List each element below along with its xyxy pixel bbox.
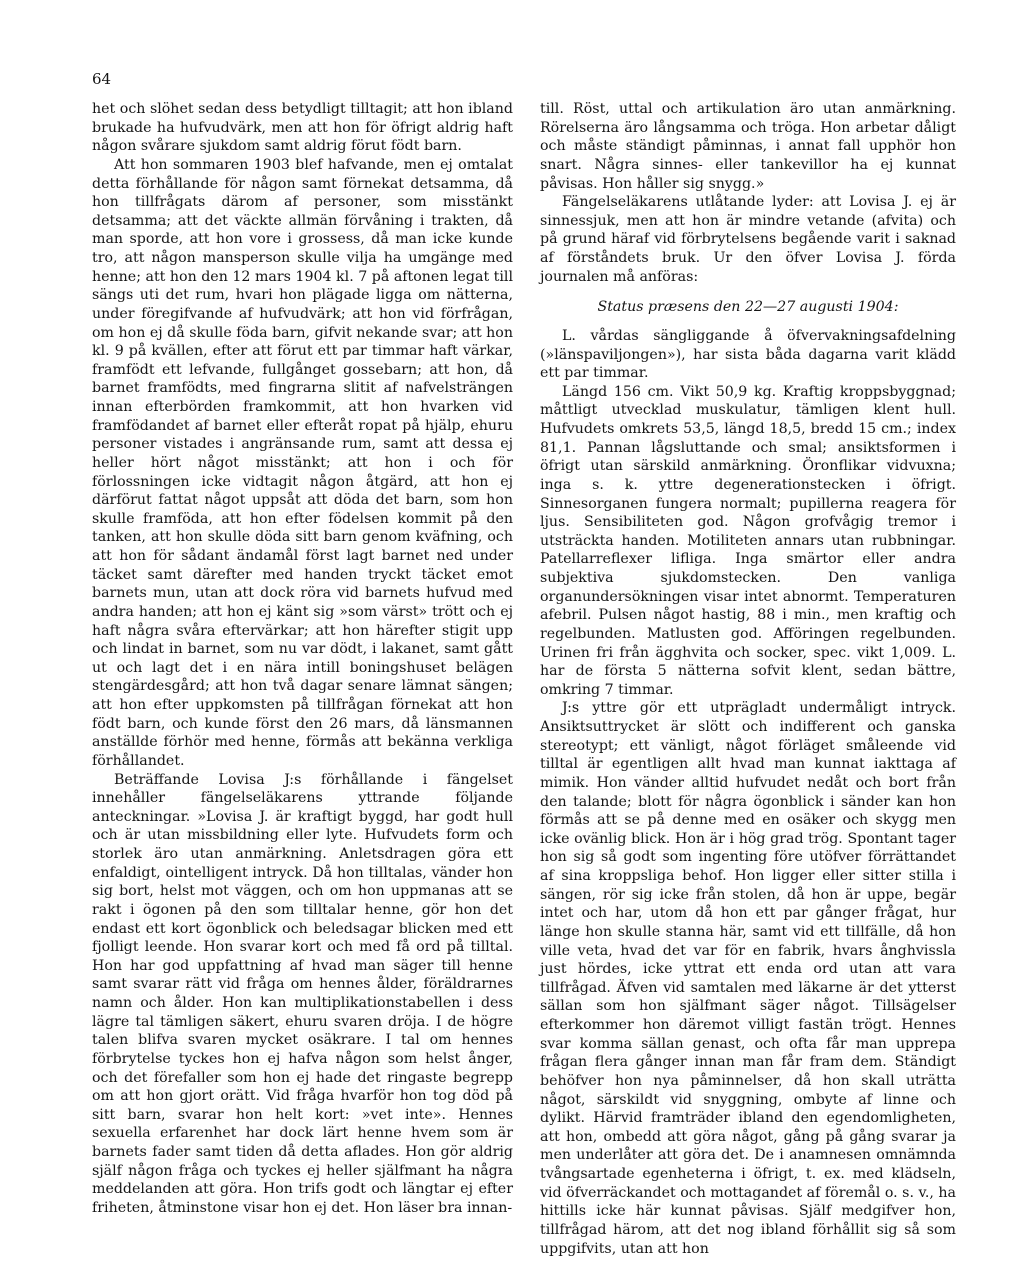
paragraph: Längd 156 cm. Vikt 50,9 kg. Kraftig kroppsbyggnad; måttligt utvecklad muskulatur, tämligen klent hull. Hufvudets omkrets 53,5, längd 18,5, bredd 15 cm.; index 81,1. Pannan lågsluttande och smal; ansiktsformen i öfrigt utan särskild anmärkning. Öronflikar vidvuxna; inga s. k. yttre degenerationstecken i öfrigt. Sinnesorganen fungera normalt; pupillerna reagera för ljus. Sensibiliteten god. Någon grofvågig tremor i utsträckta handen. Motiliteten annars utan rubbningar. Patellarreflexer lifliga. Inga smärtor eller andra subjektiva sjukdomstecken. Den vanliga organundersökningen visar intet abnormt. Temperaturen afebril. Pulsen något hastig, 88 i min., men kraftig och regelbunden. Matlusten god. Afföringen regelbunden. Urinen fri från ägghvita och socker, spec. vikt 1,009. L. har de första 5 nätterna sofvit klent, sedan bättre, omkring 7 timmar.: [540, 383, 956, 698]
paragraph: het och slöhet sedan dess betydligt tilltagit; att hon ibland brukade ha hufvudvärk, men att hon för öfrigt aldrig haft någon svårare sjukdom samt aldrig förut födt barn.: [92, 101, 513, 155]
paragraph: Fängelseläkarens utlåtande lyder: att Lovisa J. ej är sinnessjuk, men att hon är mindre vetande (afvita) och på grund häraf vid förbrytelsens begående varit i saknad af förståndets bruk. Ur den öfver Lovisa J. förda journalen må anföras:: [540, 194, 956, 285]
left-column: [92, 100, 513, 1218]
page-number: 64: [92, 70, 112, 88]
paragraph: till. Röst, uttal och artikulation äro utan anmärkning. Rörelserna äro långsamma och tröga. Hon arbetar dåligt och måste ständigt påminnas, i annat fall upphör hon snart. Några sinnes- eller tankevillor ha ej kunnat påvisas. Hon håller sig snygg.»: [540, 101, 956, 192]
section-heading: Status præsens den 22—27 augusti 1904:: [597, 299, 899, 316]
paragraph: Att hon sommaren 1903 blef hafvande, men ej omtalat detta förhållande för någon samt förnekat detsamma, då hon tillfrågats därom af personer, som misstänkt detsamma; att det väckte allmän förvåning i trakten, då man sporde, att hon vore i grossess, då man icke kunde tro, att någon mansperson skulle vilja ha umgänge med henne; att hon den 12 mars 1904 kl. 7 på aftonen legat till sängs uti det rum, hvari hon plägade ligga om nätterna, under föregifvande af hufvudvärk; att hon vid förfrågan, om hon ej då skulle föda barn, gifvit nekande svar; att hon kl. 9 på kvällen, efter att förut ett par timmar haft värkar, framfödt ett lefvande, fullgånget gossebarn; att hon, då barnet framfödts, med fingrarna slitit af nafvelsträngen innan efterbörden framkommit, att hon hvarken vid framfödandet af barnet eller efteråt ropat på hjälp, ehuru personer vistades i angränsande rum, samt att dessa ej heller hört något misstänkt; att hon i och för förlossningen icke vidtagit någon åtgärd, att hon ej därförut fattat något uppsåt att döda det barn, som hon skulle framföda, att hon efter födelsen kommit på den tanken, att hon skulle döda sitt barn genom kväfning, och att hon för sådant ändamål först lagt barnet ned under täcket samt därefter med handen tryckt täcket emot barnets mun, utan att dock röra vid barnets hufvud med andra handen; att hon ej känt sig »som värst» trött och ej haft några svåra eftervärkar; att hon härefter stigit upp och lindat in barnet, som nu var dödt, i lakanet, samt gått ut och lagt det i en nära intill boningshuset belägen stengärdesgård; att hon två dagar senare lämnat sängen; att hon efter uppkomsten på tillfrågan förnekat att hon födt barn, och kunde först den 26 mars, då länsmannen anställde förhör med henne, förmås att bekänna verkliga förhållandet.: [92, 156, 513, 769]
right-column: [540, 100, 956, 1258]
paragraph: Beträffande Lovisa J:s förhållande i fängelset innehåller fängelseläkarens yttrande följande anteckningar. »Lovisa J. är kraftigt byggd, har godt hull och är utan missbildning eller lyte. Hufvudets form och storlek äro utan anmärkning. Anletsdragen göra ett enfaldigt, ointelligent intryck. Då hon tilltalas, vänder hon sig bort, helst mot väggen, och om hon uppmanas att se rakt i ögonen på den som tilltalar henne, gör hon det endast ett kort ögonblick och beledsagar blicken med ett fjolligt leende. Hon svarar kort och med få ord på tilltal. Hon har god uppfattning af hvad man säger till henne samt svarar rätt vid fråga om hennes ålder, föräldrarnes namn och ålder. Hon kan multiplikationstabellen i dess lägre tal tämligen säkert, ehuru svaren dröja. I de högre talen blifva svaren mycket osäkrare. I tal om hennes förbrytelse tyckes hon ej hafva någon som helst ånger, och det förefaller som hon ej hade det ringaste begrepp om att hon gjort orätt. Vid fråga hvarför hon tog död på sitt barn, svarar hon helt kort: »vet inte». Hennes sexuella erfarenhet har dock lärt henne hvem som är barnets fader samt tiden då detta aflades. Hon gör aldrig själf någon fråga och tyckes ej heller själfmant ha några meddelanden att göra. Hon trifs godt och längtar ej efter friheten, åtminstone visar hon ej det. Hon läser bra innan-: [92, 771, 513, 1216]
paragraph: J:s yttre gör ett utprägladt undermåligt intryck. Ansiktsuttrycket är slött och indifferent och ganska stereotypt; ett vänligt, något förläget småleende vid tilltal är egentligen allt hvad man kunnat iakttaga af mimik. Hon vänder alltid hufvudet nedåt och bort från den talande; blott för några ögonblick i sänder kan hon förmås att se på denne med en osäker och skygg men icke ovänlig blick. Hon är i hög grad trög. Spontant tager hon sig så godt som ingenting före utöfver förrättandet af sina kroppsliga behof. Hon ligger eller sitter stilla i sängen, rör sig icke från stolen, då hon är uppe, begär intet och har, utom då hon ett par gånger frågat, hur länge hon skulle stanna här, samt vid ett tillfälle, då hon ville veta, hvad det var för en fabrik, hvars ånghvissla just hördes, icke yttrat ett enda ord utan att vara tillfrågad. Äfven vid samtalen med läkarne är det ytterst sällan som hon själfmant säger något. Tillsägelser efterkommer hon däremot villigt fastän trögt. Hennes svar komma sällan genast, och ofta får man upprepa frågan flera gånger innan man får fram dem. Ständigt behöfver hon nya påminnelser, då hon skall uträtta något, särskildt vid snyggning, ombyte af linne och dylikt. Härvid framträder ibland den egendomligheten, att hon, ombedd att göra något, gång på gång svarar ja men underlåter att göra det. De i anamnesen omnämnda tvångsartade egenheterna i öfrigt, t. ex. med klädseln, vid öfverräckandet och mottagandet af föremål o. s. v., ha hittills icke här kunnat påvisas. Själf medgifver hon, tillfrågad härom, att det nog ibland förhållit sig så som uppgifvits, utan att hon: [540, 700, 956, 1257]
paragraph: L. vårdas sängliggande å öfvervakningsafdelning (»länspaviljongen»), har sista båda dagarna varit klädd ett par timmar.: [540, 327, 956, 382]
